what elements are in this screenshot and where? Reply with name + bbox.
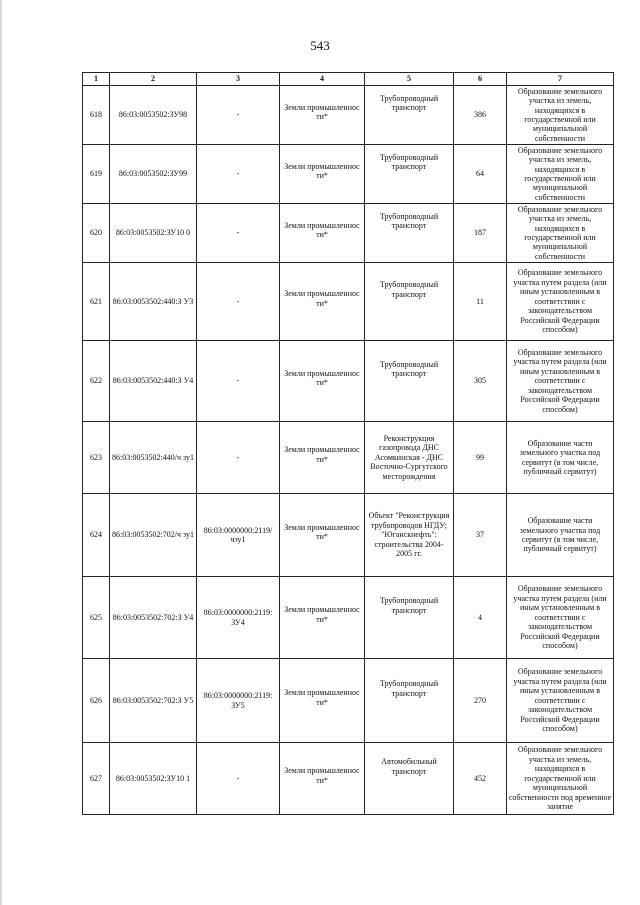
row-number: 625 [83, 577, 110, 659]
permitted-use: Реконструкция газопровода ДНС Асомкинская - ДНС Восточно-Сургутского месторождения [365, 422, 454, 494]
parent-number: - [197, 86, 280, 145]
area: 99 [454, 422, 507, 494]
permitted-use [365, 145, 454, 204]
permitted-use [365, 263, 454, 341]
formation-method: Образование земельного участка из земель, находящихся в государственной или муниципальной собственности под временное занятие [507, 743, 614, 815]
table-row [83, 422, 614, 494]
row-number: 626 [83, 659, 110, 743]
area: 187 [454, 204, 507, 263]
parent-number: - [197, 145, 280, 204]
header-cell: 1 [83, 73, 110, 86]
parent-number: - [197, 743, 280, 815]
permitted-use [365, 204, 454, 263]
area: 4 [454, 577, 507, 659]
header-cell: 6 [454, 73, 507, 86]
area: 452 [454, 743, 507, 815]
land-category [280, 86, 365, 145]
land-category-text: Земли промышленнос ти* [284, 161, 360, 180]
permitted-use-text: Трубопроводный транспорт [379, 359, 439, 378]
header-cell: 2 [110, 73, 197, 86]
row-number: 618 [83, 86, 110, 145]
table-row [83, 743, 614, 815]
land-category [280, 341, 365, 422]
cadastral-number: 86:03:0053502:ЗУ98 [110, 86, 197, 145]
cadastral-number: 86:03:0053502:702:З У4 [110, 577, 197, 659]
formation-method: Образование земельного участка путем раздела (или иным установленным в соответствии с законодательством Российской Федерации способом) [507, 659, 614, 743]
table-row [83, 204, 614, 263]
cadastral-number: 86:03:0053502:440:З У4 [110, 341, 197, 422]
land-category-text: Земли промышленнос ти* [284, 522, 360, 541]
land-category [280, 743, 365, 815]
land-category-text: Земли промышленнос ти* [284, 605, 360, 624]
land-category-text: Земли промышленнос ти* [284, 445, 360, 464]
land-category-text: Земли промышленнос ти* [284, 688, 360, 707]
permitted-use [365, 341, 454, 422]
area: 386 [454, 86, 507, 145]
parent-number: - [197, 341, 280, 422]
row-number: 623 [83, 422, 110, 494]
formation-method: Образование земельного участка из земель, находящихся в государственной или муниципальной собственности [507, 145, 614, 204]
header-cell: 4 [280, 73, 365, 86]
formation-method: Образование земельного участка путем раздела (или иным установленным в соответствии с законодательством Российской Федерации способом) [507, 263, 614, 341]
permitted-use [365, 659, 454, 743]
area: 64 [454, 145, 507, 204]
permitted-use-text: Автомобильный транспорт [381, 757, 437, 776]
permitted-use-text: Трубопроводный транспорт [379, 93, 439, 112]
table-row [83, 577, 614, 659]
table-row [83, 263, 614, 341]
table-row [83, 659, 614, 743]
formation-method: Образование земельного участка из земель, находящихся в государственной или муниципальной собственности [507, 204, 614, 263]
parent-number: - [197, 204, 280, 263]
page-number: 543 [310, 38, 330, 53]
cadastral-number: 86:03:0053502:440/ч зу1 [110, 422, 197, 494]
formation-method: Образование земельного участка путем раздела (или иным установленным в соответствии с законодательством Российской Федерации способом) [507, 341, 614, 422]
permitted-use [365, 577, 454, 659]
land-category-text: Земли промышленнос ти* [284, 289, 360, 308]
land-plots-table [82, 72, 614, 815]
parent-number: 86:03:0000000:2119: ЗУ5 [197, 659, 280, 743]
parent-number: 86:03:0000000:2119/ чзу1 [197, 494, 280, 577]
formation-method: Образование земельного участка путем раздела (или иным установленным в соответствии с законодательством Российской Федерации способом) [507, 577, 614, 659]
cadastral-number: 86:03:0053502:ЗУ10 1 [110, 743, 197, 815]
area: 305 [454, 341, 507, 422]
table-row [83, 341, 614, 422]
row-number: 620 [83, 204, 110, 263]
land-category [280, 494, 365, 577]
table-row [83, 494, 614, 577]
land-category [280, 422, 365, 494]
cadastral-number: 86:03:0053502:ЗУ99 [110, 145, 197, 204]
permitted-use-text: Трубопроводный транспорт [379, 211, 439, 230]
land-category [280, 145, 365, 204]
parent-number: - [197, 263, 280, 341]
header-cell: 5 [365, 73, 454, 86]
land-category-text: Земли промышленнос ти* [284, 766, 360, 785]
row-number: 619 [83, 145, 110, 204]
land-category-text: Земли промышленнос ти* [284, 220, 360, 239]
permitted-use [365, 86, 454, 145]
table-row [83, 86, 614, 145]
permitted-use: Объект "Реконструкция трубопроводов НГДУ; "Юганскнефть": строительства 2004-2005 гг. [365, 494, 454, 577]
header-row [83, 73, 614, 86]
formation-method: Образование части земельного участка под сервитут (в том числе, публичный сервитут) [507, 422, 614, 494]
table-row [83, 145, 614, 204]
land-category [280, 263, 365, 341]
area: 11 [454, 263, 507, 341]
row-number: 621 [83, 263, 110, 341]
permitted-use-text: Трубопроводный транспорт [379, 596, 439, 615]
land-category-text: Земли промышленнос ти* [284, 368, 360, 387]
permitted-use [365, 743, 454, 815]
header-cell: 7 [507, 73, 614, 86]
land-category-text: Земли промышленнос ти* [284, 102, 360, 121]
permitted-use-text: Трубопроводный транспорт [379, 152, 439, 171]
area: 270 [454, 659, 507, 743]
area: 37 [454, 494, 507, 577]
permitted-use-text: Трубопроводный транспорт [379, 679, 439, 698]
cadastral-number: 86:03:0053502:ЗУ10 0 [110, 204, 197, 263]
cadastral-number: 86:03:0053502:702:З У5 [110, 659, 197, 743]
land-category [280, 577, 365, 659]
row-number: 624 [83, 494, 110, 577]
row-number: 622 [83, 341, 110, 422]
land-category [280, 204, 365, 263]
scan-edge [0, 0, 3, 905]
row-number: 627 [83, 743, 110, 815]
header-cell: 3 [197, 73, 280, 86]
permitted-use-text: Трубопроводный транспорт [379, 280, 439, 299]
formation-method: Образование части земельного участка под сервитут (в том числе, публичный сервитут) [507, 494, 614, 577]
land-category [280, 659, 365, 743]
parent-number: 86:03:0000000:2119: ЗУ4 [197, 577, 280, 659]
cadastral-number: 86:03:0053502:440:З У3 [110, 263, 197, 341]
formation-method: Образование земельного участка из земель, находящихся в государственной или муниципальной собственности [507, 86, 614, 145]
parent-number: - [197, 422, 280, 494]
cadastral-number: 86:03:0053502:702/ч зу1 [110, 494, 197, 577]
